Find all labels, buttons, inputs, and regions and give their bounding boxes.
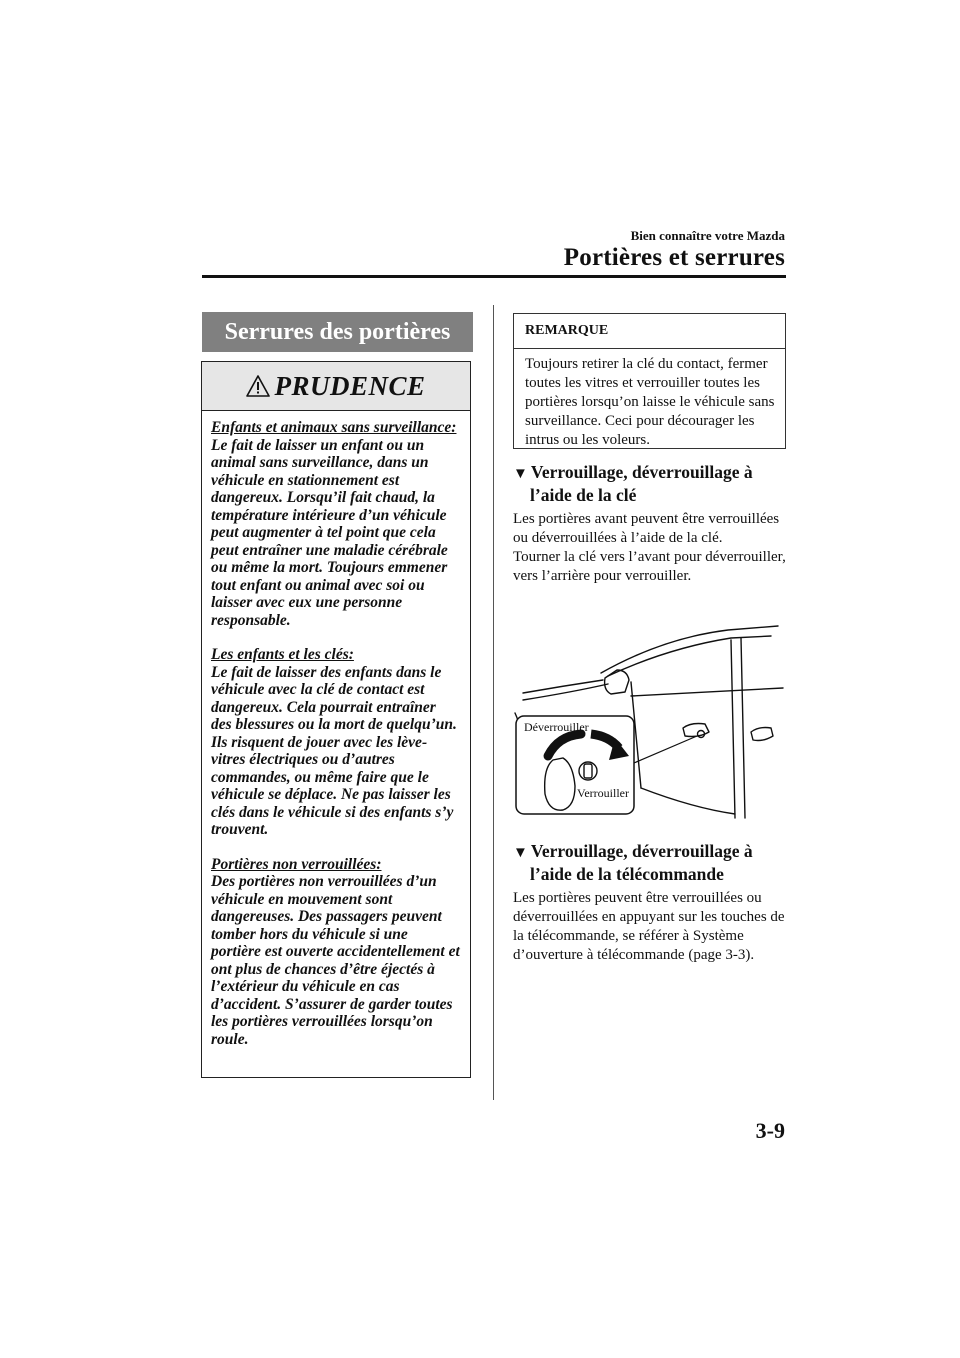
page-number: 3-9 xyxy=(755,1118,785,1143)
caution-text: Le fait de laisser un enfant ou un animal sans surveillance, dans un véhicule en stationnement est dangereux. Lorsqu’il fait chaud, la température intérieure d’un véhicule peut augmenter à tel point que cela peut entraîner une maladie cérébrale ou même la mort. Toujours emmener tout enfant ou animal avec soi ou laisser avec eux une personne responsable. xyxy=(211,436,448,629)
caution-block-unattended xyxy=(211,419,460,629)
caution-subtitle: Les enfants et les clés: xyxy=(211,646,354,663)
caution-header xyxy=(202,362,470,411)
caution-subtitle: Enfants et animaux sans surveillance: xyxy=(211,419,457,436)
section-title: Portières et serrures xyxy=(563,244,785,271)
label-unlock: Déverrouiller xyxy=(524,720,589,734)
warning-icon xyxy=(246,375,270,397)
caution-subtitle: Portières non verrouillées: xyxy=(211,855,382,873)
paragraph-text: Les portières avant peuvent être verrouillées ou déverrouillées à l’aide de la clé. xyxy=(513,511,780,546)
paragraph-key-locking xyxy=(513,510,786,586)
caution-block-unlocked xyxy=(211,856,460,1049)
heading-line: l’aide de la télécommande xyxy=(530,864,724,884)
banner-door-locks: Serrures des portières xyxy=(202,312,473,352)
heading-key-locking xyxy=(513,462,786,506)
caution-block-keys xyxy=(211,646,460,839)
note-text: Toujours retirer la clé du contact, fermer toutes les vitres et verrouiller toutes les portières lorsqu’on laisse le véhicule sans surveillance. Ceci pour décourager les intrus ou les voleurs. xyxy=(525,356,775,448)
note-box xyxy=(513,313,786,449)
header-rule xyxy=(202,275,786,278)
note-title: REMARQUE xyxy=(514,314,785,349)
paragraph-remote-locking: Les portières peuvent être verrouillées ou déverrouillées en appuyant sur les touches de la télécommande, se référer à Système d’ouverture à télécommande (page 3-3). xyxy=(513,890,785,963)
triangle-bullet-icon: ▼ xyxy=(513,466,528,482)
heading-line: Verrouillage, déverrouillage à xyxy=(530,462,753,482)
heading-line: l’aide de la clé xyxy=(530,485,637,505)
heading-remote-locking xyxy=(513,841,786,885)
chapter-kicker: Bien connaître votre Mazda xyxy=(630,228,785,243)
heading-line: Verrouillage, déverrouillage à xyxy=(530,841,753,861)
caution-body xyxy=(202,411,470,1048)
column-divider xyxy=(493,305,494,1100)
caution-title: PRUDENCE xyxy=(274,370,426,401)
triangle-bullet-icon: ▼ xyxy=(513,845,528,861)
caution-box xyxy=(201,361,471,1078)
paragraph-text: Tourner la clé vers l’avant pour déverrouiller, vers l’arrière pour verrouiller. xyxy=(513,549,786,584)
caution-text: Le fait de laisser des enfants dans le véhicule avec la clé de contact est dangereux. Cela pourrait entraîner des blessures ou la mort de quelqu’un. Ils risquent de jouer avec les lève-vitres électriques ou d’autres commandes, ou même faire que le véhicule se déplace. Ne pas laisser les clés dans le véhicule si des enfants s’y trouvent. xyxy=(211,663,457,838)
label-lock: Verrouiller xyxy=(577,786,629,800)
caution-text: Des portières non verrouillées d’un véhicule en mouvement sont dangereuses. Des passagers peuvent tomber hors du véhicule si une portière est ouverte accidentellement et ont plus de chances d’être éjectés à l’extérieur du véhicule en cas d’accident. S’assurer de garder toutes les portières verrouillées lorsqu’on roule. xyxy=(211,873,460,1048)
